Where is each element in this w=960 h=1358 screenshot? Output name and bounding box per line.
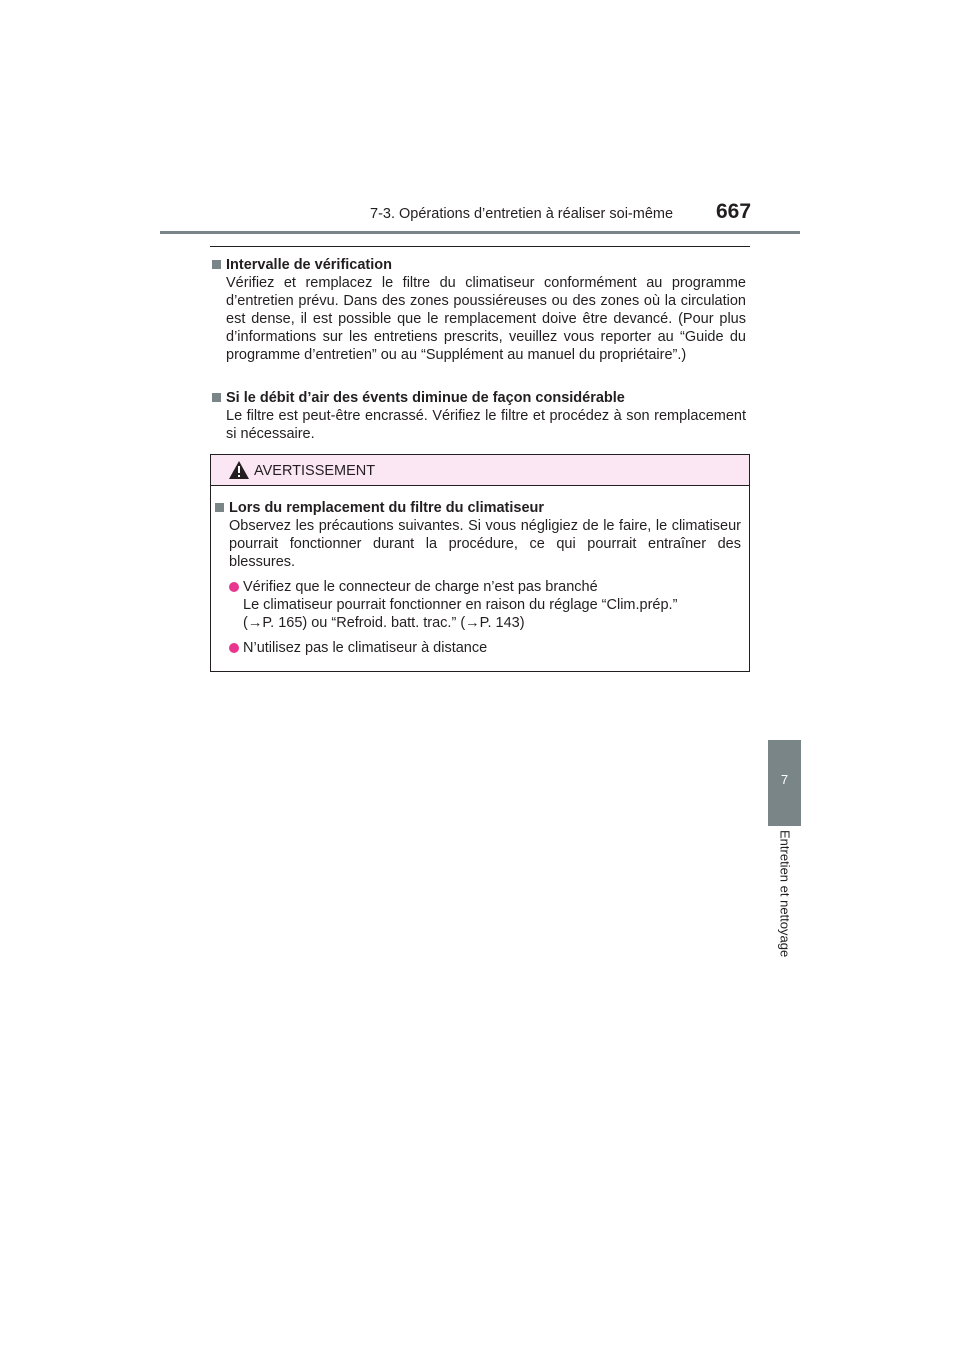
round-bullet-icon <box>229 643 239 653</box>
chapter-tab[interactable] <box>768 740 801 826</box>
section-body: Le filtre est peut-être encrassé. Vérifiez le filtre et procédez à son remplacement si nécessaire. <box>226 408 746 442</box>
warning-section <box>215 499 741 657</box>
warning-triangle-icon <box>228 460 250 480</box>
content-divider <box>210 246 750 247</box>
section-body: Vérifiez et remplacez le filtre du climatiseur conformément au programme d’entretien prévu. Dans des zones poussiéreuses ou des zones où la circulation est dense, il est possible que le remplacement doive être devancé. (Pour plus d’informations sur les entretiens prescrits, veuillez vous reporter au “Guide du programme d’entretien” ou au “Supplément au manuel du propriétaire”.) <box>226 275 746 363</box>
header-section-title: 7-3. Opérations d’entretien à réaliser soi-même <box>370 206 674 222</box>
chapter-title: Entretien et nettoyage <box>777 830 792 958</box>
square-bullet-icon <box>212 393 221 402</box>
warning-bullet: Vérifiez que le connecteur de charge n’est pas branché Le climatiseur pourrait fonctionner en raison du réglage “Clim.prép.” (→P. 165) ou “Refroid. batt. trac.” (→P. 143) <box>215 578 741 632</box>
warning-header <box>211 455 749 486</box>
chapter-title-vertical <box>768 830 801 960</box>
square-bullet-icon <box>212 260 221 269</box>
warning-title: AVERTISSEMENT <box>254 463 376 479</box>
warning-body: Observez les précautions suivantes. Si vous négligiez de le faire, le climatiseur pourrait fonctionner durant la procédure, ce qui pourrait entraîner des blessures. <box>229 518 741 570</box>
section-heading: Si le débit d’air des évents diminue de façon considérable <box>226 390 625 406</box>
section-airflow <box>212 389 746 443</box>
warning-box <box>210 454 750 672</box>
warning-bullet: N’utilisez pas le climatiseur à distance <box>215 639 741 657</box>
square-bullet-icon <box>215 503 224 512</box>
round-bullet-icon <box>229 582 239 592</box>
warning-heading: Lors du remplacement du filtre du climatiseur <box>229 500 545 516</box>
section-heading: Intervalle de vérification <box>226 257 393 273</box>
header-divider <box>160 231 800 234</box>
page-number: 667 <box>716 200 752 223</box>
chapter-number: 7 <box>780 772 789 787</box>
section-check-interval <box>212 256 746 364</box>
